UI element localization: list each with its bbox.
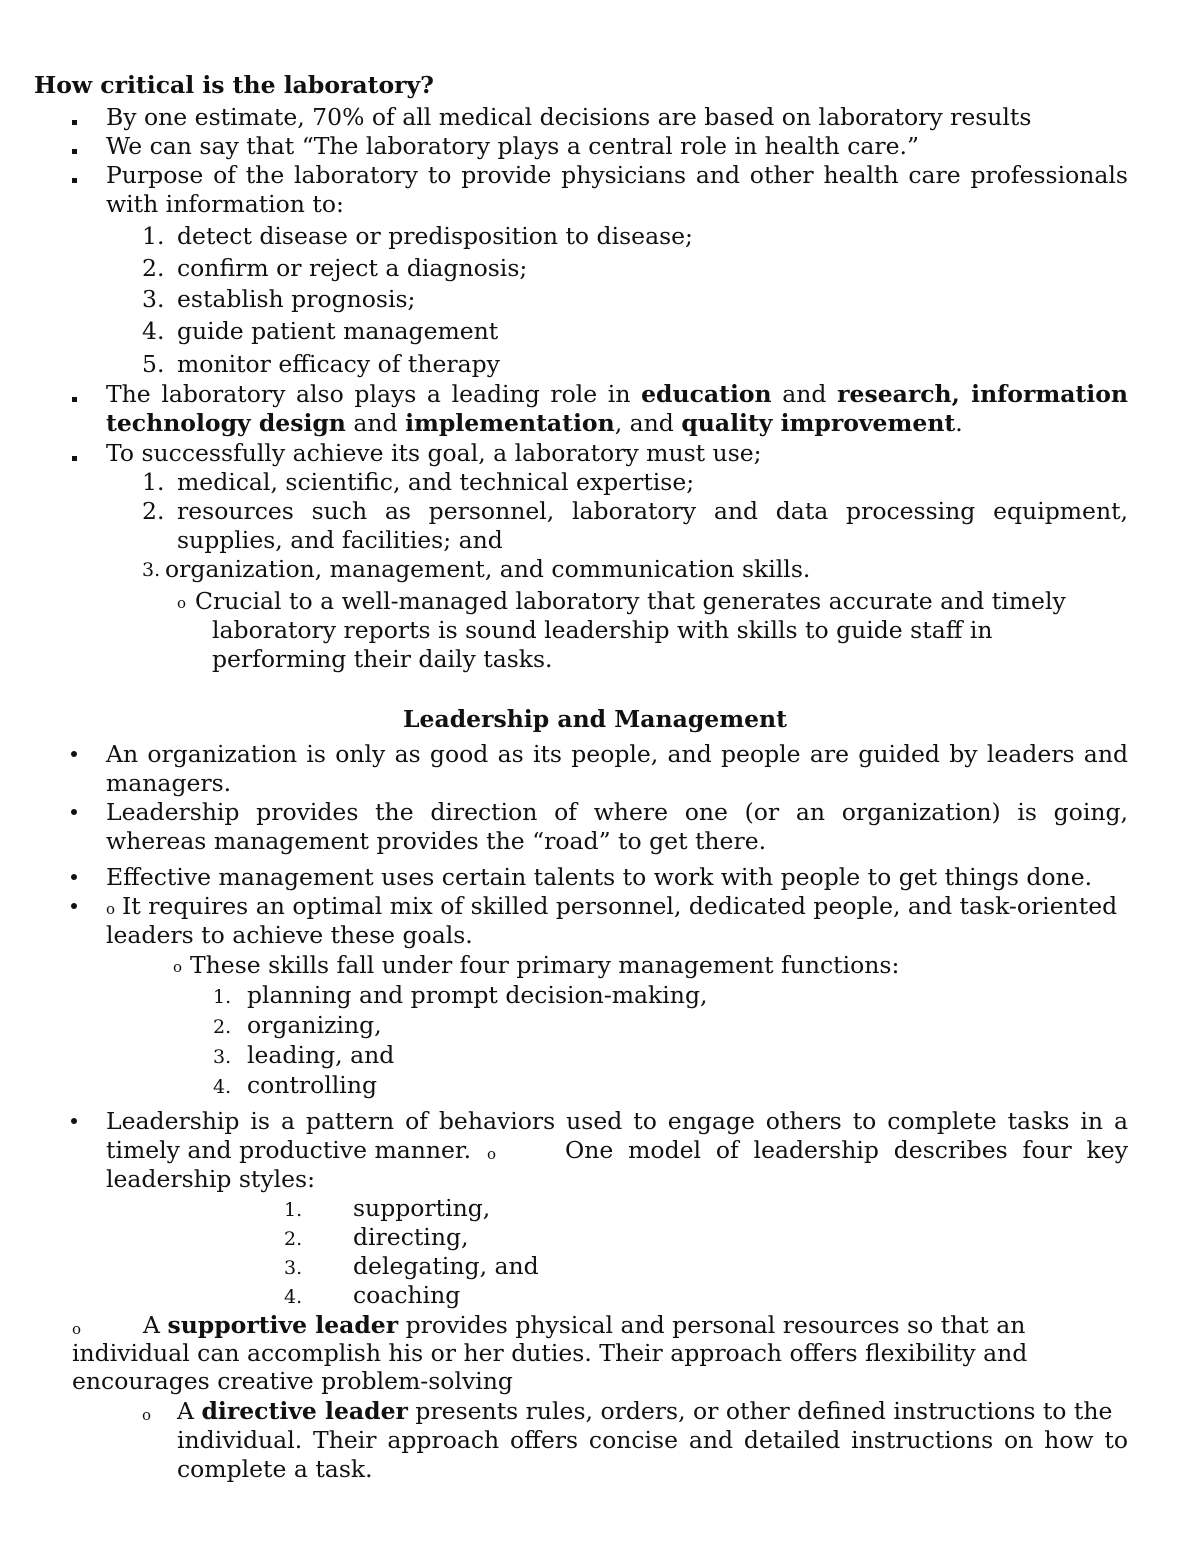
section-heading-leadership: Leadership and Management	[403, 705, 787, 733]
bullet-pattern-line1: Leadership is a pattern of behaviors used to engage others to complete tasks in a	[106, 1107, 1128, 1135]
list-item-function: planning and prompt decision-making,	[247, 981, 708, 1009]
list-item-purpose: confirm or reject a diagnosis;	[177, 254, 528, 282]
list-number: 3.	[142, 285, 165, 313]
list-item-purpose: establish prognosis;	[177, 285, 416, 313]
bullet-purpose-line2: with information to:	[106, 190, 344, 218]
list-number: 1.	[284, 1199, 303, 1221]
list-number: 1.	[142, 222, 165, 250]
bullet-marker	[71, 751, 77, 757]
sub-bullet-marker: o	[487, 1145, 497, 1163]
list-item-style: supporting,	[353, 1194, 491, 1222]
crucial-line3: performing their daily tasks.	[212, 645, 553, 673]
list-number: 3.	[284, 1257, 303, 1279]
bullet-marker	[72, 178, 77, 183]
bullet-leading-role-line1: The laboratory also plays a leading role in education and research, information	[106, 380, 1128, 408]
bullet-direction-line2: whereas management provides the “road” to get there.	[106, 827, 767, 855]
bullet-estimate: By one estimate, 70% of all medical decisions are based on laboratory results	[106, 103, 1032, 131]
bullet-optimal-mix-line2: leaders to achieve these goals.	[106, 921, 473, 949]
bullet-purpose-line1: Purpose of the laboratory to provide physicians and other health care professionals	[106, 161, 1128, 189]
list-item-style: directing,	[353, 1223, 469, 1251]
supportive-leader-line2: individual can accomplish his or her duties. Their approach offers flexibility and	[72, 1339, 1028, 1367]
list-number: 2.	[284, 1228, 303, 1250]
bullet-pattern-line2b: One model of leadership describes four key	[565, 1136, 1128, 1164]
bullet-marker	[71, 903, 77, 909]
bullet-marker	[72, 456, 77, 461]
bullet-achieve-goal: To successfully achieve its goal, a laboratory must use;	[106, 439, 762, 467]
sub-bullet-marker: o	[142, 1406, 152, 1424]
supportive-leader-line1: A supportive leader provides physical and personal resources so that an	[143, 1311, 1026, 1339]
list-item-purpose: detect disease or predisposition to disease;	[177, 222, 693, 250]
section-heading-laboratory: How critical is the laboratory?	[34, 71, 434, 99]
list-item-function: organizing,	[247, 1011, 382, 1039]
sub-bullet-marker: o	[106, 900, 116, 918]
bullet-organization-line2: managers.	[106, 769, 232, 797]
list-item-purpose: monitor efficacy of therapy	[177, 350, 500, 378]
list-item-style: coaching	[353, 1281, 461, 1309]
list-item-function: controlling	[247, 1071, 377, 1099]
list-item-function: leading, and	[247, 1041, 395, 1069]
bullet-direction-line1: Leadership provides the direction of where one (or an organization) is going,	[106, 798, 1128, 826]
list-number: 2.	[213, 1016, 232, 1038]
sub-bullet-marker: o	[177, 594, 187, 612]
bullet-marker	[71, 1118, 77, 1124]
list-item-need: organization, management, and communication skills.	[165, 555, 811, 583]
directive-leader-line3: complete a task.	[177, 1455, 373, 1483]
directive-leader-line2: individual. Their approach offers concise and detailed instructions on how to	[177, 1426, 1128, 1454]
bullet-pattern-line3: leadership styles:	[106, 1165, 316, 1193]
list-item-purpose: guide patient management	[177, 317, 499, 345]
list-item-need-line1: resources such as personnel, laboratory and data processing equipment,	[177, 497, 1128, 525]
sub-bullet-marker: o	[173, 958, 183, 976]
sub-bullet-marker: o	[72, 1320, 82, 1338]
list-number: 3.	[142, 559, 161, 581]
list-number: 3.	[213, 1046, 232, 1068]
list-number: 2.	[142, 254, 165, 282]
list-number: 2.	[142, 497, 165, 525]
list-number: 4.	[284, 1286, 303, 1308]
bullet-marker	[71, 874, 77, 880]
bullet-central-role: We can say that “The laboratory plays a central role in health care.”	[106, 132, 919, 160]
list-item-need-line2: supplies, and facilities; and	[177, 526, 503, 554]
list-item-need: medical, scientific, and technical expertise;	[177, 468, 695, 496]
bullet-optimal-mix-line1: It requires an optimal mix of skilled personnel, dedicated people, and task-oriented	[122, 892, 1118, 920]
crucial-line1: Crucial to a well-managed laboratory that generates accurate and timely	[195, 587, 1066, 615]
bullet-marker	[72, 397, 77, 402]
bullet-leading-role-line2: technology design and implementation, and quality improvement.	[106, 409, 963, 437]
list-number: 4.	[213, 1076, 232, 1098]
crucial-line2: laboratory reports is sound leadership with skills to guide staff in	[212, 616, 993, 644]
supportive-leader-line3: encourages creative problem-solving	[72, 1367, 513, 1395]
bullet-organization-line1: An organization is only as good as its people, and people are guided by leaders and	[106, 740, 1128, 768]
bullet-effective-management: Effective management uses certain talents to work with people to get things done.	[106, 863, 1093, 891]
bullet-marker	[72, 149, 77, 154]
bullet-marker	[72, 120, 77, 125]
bullet-pattern-line2a: timely and productive manner.	[106, 1136, 472, 1164]
list-number: 4.	[142, 317, 165, 345]
skills-intro: These skills fall under four primary management functions:	[190, 951, 900, 979]
bullet-marker	[71, 809, 77, 815]
directive-leader-line1: A directive leader presents rules, orders, or other defined instructions to the	[177, 1397, 1113, 1425]
list-number: 5.	[142, 350, 165, 378]
list-number: 1.	[142, 468, 165, 496]
list-item-style: delegating, and	[353, 1252, 539, 1280]
list-number: 1.	[213, 986, 232, 1008]
